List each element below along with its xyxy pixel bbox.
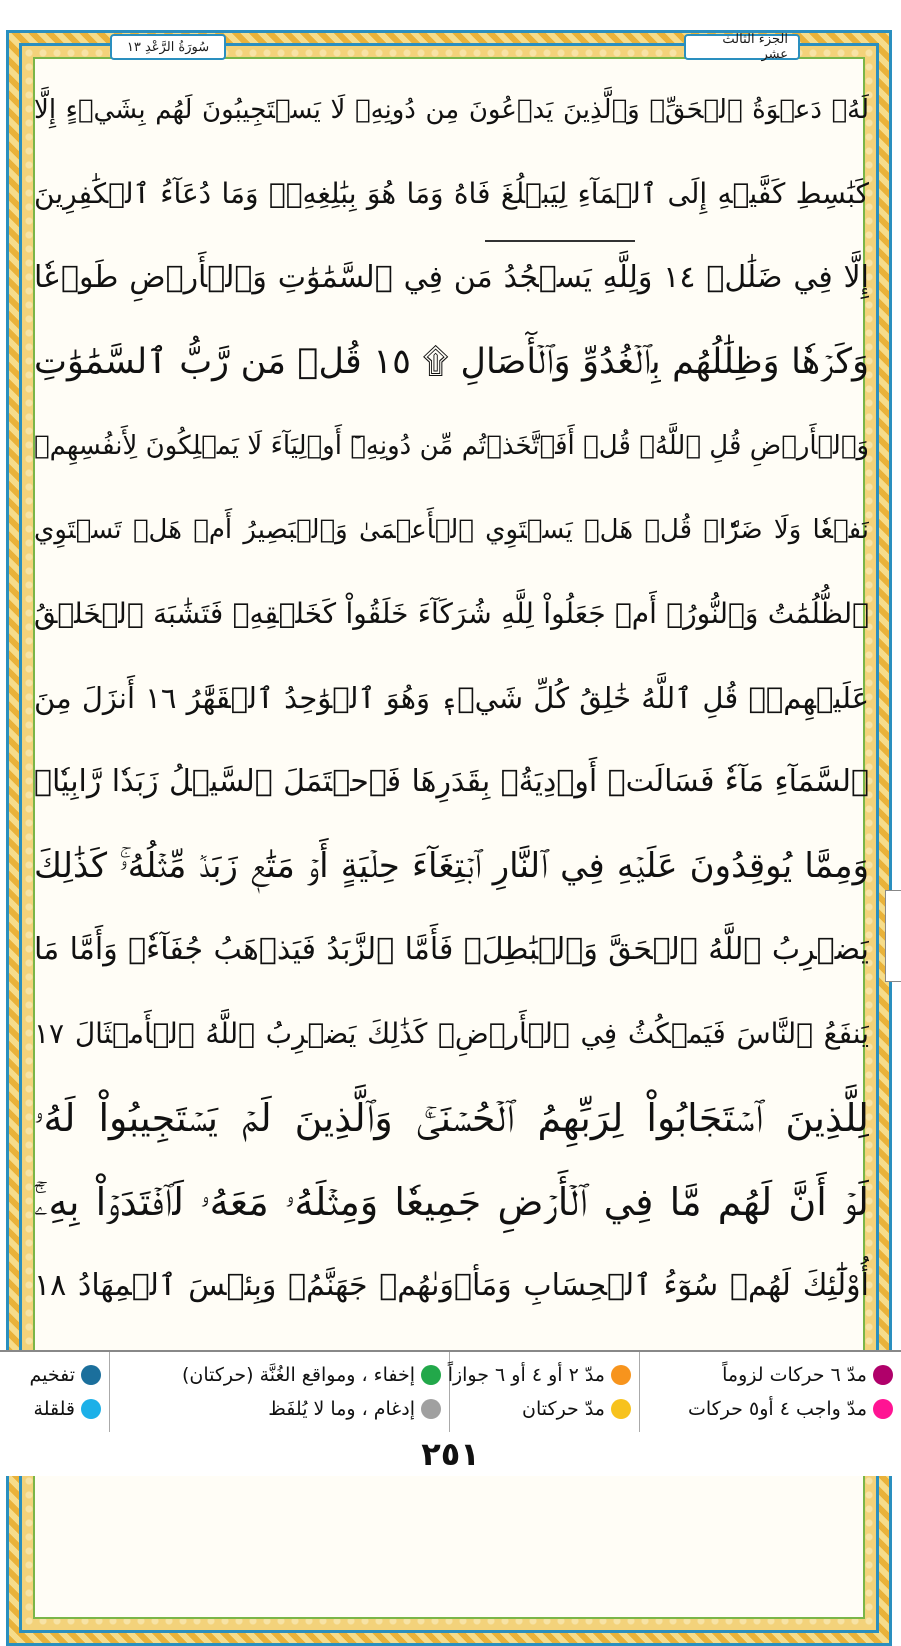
legend-item	[8, 1364, 101, 1386]
legend-label: مدّ ٦ حركات لزوماً	[722, 1364, 867, 1386]
verse-line: لَهُۥ دَعۡوَةُ ٱلۡحَقِّۖ وَٱلَّذِينَ يَدۡعُونَ مِن دُونِهِۦ لَا يَسۡتَجِيبُونَ لَهُم بِشَيۡءٍ إِلَّا	[34, 95, 869, 125]
verse-line: وَكَرۡهٗا وَظِلَٰلُهُم بِٱلۡغُدُوِّ وَٱلۡأٓصَالِ ۩ ١٥ قُلۡ مَن رَّبُّ ٱلسَّمَٰوَٰتِ	[34, 342, 869, 382]
verse-line: لِلَّذِينَ ٱسۡتَجَابُواْ لِرَبِّهِمُ ٱلۡحُسۡنَىٰۚ وَٱلَّذِينَ لَمۡ يَسۡتَجِيبُواْ لَهُۥ	[34, 1096, 869, 1140]
legend-label: قلقلة	[33, 1398, 75, 1420]
verse-line: ٱلظُّلُمَٰتُ وَٱلنُّورُۗ أَمۡ جَعَلُواْ لِلَّهِ شُرَكَآءَ خَلَقُواْ كَخَلۡقِهِۦ فَتَشَٰبَهَ ٱلۡخَلۡقُ	[34, 597, 869, 630]
verse-line: وَمِمَّا يُوقِدُونَ عَلَيۡهِ فِي ٱلنَّارِ ٱبۡتِغَآءَ حِلۡيَةٍ أَوۡ مَتَٰعٖ زَبَدٞ مِّثۡلُهُۥۚ كَذَٰلِكَ	[34, 846, 869, 886]
color-dot-icon	[873, 1365, 893, 1385]
legend-label: إخفاء ، ومواقع الغُنَّة (حركتان)	[181, 1364, 415, 1386]
legend-item	[447, 1364, 631, 1386]
legend-label: مدّ حركتان	[522, 1398, 605, 1420]
verse-line: عَلَيۡهِمۡۚ قُلِ ٱللَّهُ خَٰلِقُ كُلِّ شَيۡءٖ وَهُوَ ٱلۡوَٰحِدُ ٱلۡقَهَّٰرُ ١٦ أَنزَلَ مِنَ	[34, 681, 869, 715]
sajda-side-note	[885, 890, 901, 982]
color-dot-icon	[81, 1399, 101, 1419]
legend-item	[458, 1398, 631, 1420]
legend-column	[639, 1352, 901, 1432]
legend-label: إدغام ، وما لا يُلفَظ	[268, 1398, 415, 1420]
verse-line: نَفۡعٗا وَلَا ضَرّٗاۚ قُلۡ هَلۡ يَسۡتَوِي ٱلۡأَعۡمَىٰ وَٱلۡبَصِيرُ أَمۡ هَلۡ تَسۡتَوِي	[34, 515, 869, 545]
color-dot-icon	[421, 1365, 441, 1385]
legend-label: مدّ واجب ٤ أو٥ حركات	[687, 1398, 867, 1420]
legend-item	[648, 1364, 893, 1386]
verse-line: كَبَٰسِطِ كَفَّيۡهِ إِلَى ٱلۡمَآءِ لِيَبۡلُغَ فَاهُ وَمَا هُوَ بِبَٰلِغِهِۦۚ وَمَا دُعَآءُ ٱلۡكَٰفِرِينَ	[34, 177, 869, 210]
verse-line: وَٱلۡأَرۡضِ قُلِ ٱللَّهُۚ قُلۡ أَفَٱتَّخَذۡتُم مِّن دُونِهِۦٓ أَوۡلِيَآءَ لَا يَمۡلِكُونَ لِأَنفُسِهِمۡ	[34, 431, 869, 461]
page-number: ٢٥١	[0, 1432, 901, 1476]
color-dot-icon	[421, 1399, 441, 1419]
legend-item	[118, 1398, 441, 1420]
color-dot-icon	[611, 1365, 631, 1385]
verse-line: يَضۡرِبُ ٱللَّهُ ٱلۡحَقَّ وَٱلۡبَٰطِلَۚ فَأَمَّا ٱلزَّبَدُ فَيَذۡهَبُ جُفَآءٗۖ وَأَمَّا مَا	[34, 932, 869, 967]
color-dot-icon	[611, 1399, 631, 1419]
legend-label: مدّ ٢ أو ٤ أو ٦ جوازاً	[447, 1364, 605, 1386]
verse-line: أُوْلَٰٓئِكَ لَهُمۡ سُوٓءُ ٱلۡحِسَابِ وَمَأۡوَىٰهُمۡ جَهَنَّمُۖ وَبِئۡسَ ٱلۡمِهَادُ ١٨	[34, 1268, 869, 1303]
verse-line: إِلَّا فِي ضَلَٰلٖ ١٤ وَلِلَّهِ يَسۡجُدُ مَن فِي ٱلسَّمَٰوَٰتِ وَٱلۡأَرۡضِ طَوۡعٗا	[34, 260, 869, 295]
surah-name-label: سُورَةُ الرَّعْدِ ١٣	[110, 34, 226, 60]
legend-label: تفخيم	[29, 1364, 75, 1386]
hizb-marker-line	[485, 240, 635, 242]
legend-column	[0, 1352, 109, 1432]
legend-item	[8, 1398, 101, 1420]
legend-item	[648, 1398, 893, 1420]
color-dot-icon	[873, 1399, 893, 1419]
legend-item	[118, 1364, 441, 1386]
juz-label: الجزء الثالث عشر	[684, 34, 800, 60]
legend-column	[109, 1352, 449, 1432]
tajweed-legend	[0, 1350, 901, 1434]
verse-line: يَنفَعُ ٱلنَّاسَ فَيَمۡكُثُ فِي ٱلۡأَرۡضِۚ كَذَٰلِكَ يَضۡرِبُ ٱللَّهُ ٱلۡأَمۡثَالَ ١٧	[34, 1017, 869, 1050]
color-dot-icon	[81, 1365, 101, 1385]
verse-line: لَوۡ أَنَّ لَهُم مَّا فِي ٱلۡأَرۡضِ جَمِيعٗا وَمِثۡلَهُۥ مَعَهُۥ لَٱفۡتَدَوۡاْ بِهِۦٓۚ	[34, 1180, 869, 1224]
legend-column	[449, 1352, 639, 1432]
verse-line: ٱلسَّمَآءِ مَآءٗ فَسَالَتۡ أَوۡدِيَةُۢ بِقَدَرِهَا فَٱحۡتَمَلَ ٱلسَّيۡلُ زَبَدٗا رَّابِيٗاۖ	[34, 764, 869, 799]
